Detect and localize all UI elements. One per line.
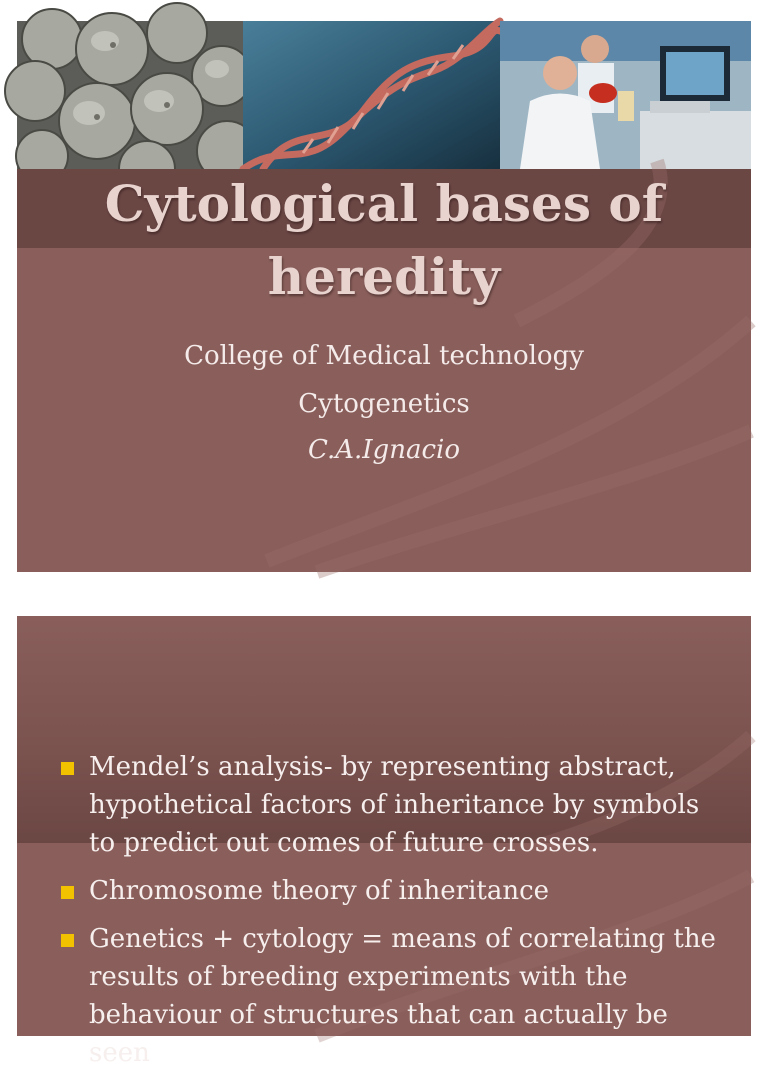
- square-bullet-icon: [61, 886, 74, 899]
- bullet-text: Mendel’s analysis- by representing abstract, hypothetical factors of inheritance by symbols to predict out comes of future crosses.: [89, 752, 700, 858]
- square-bullet-icon: [61, 934, 74, 947]
- author-name: C.A.Ignacio: [308, 435, 460, 465]
- course-name: Cytogenetics: [298, 389, 470, 419]
- slide-title-line2: heredity: [267, 247, 501, 306]
- bullet-text: Chromosome theory of inheritance: [89, 876, 550, 906]
- content-slide: [17, 616, 751, 1068]
- college-name: College of Medical technology: [184, 341, 584, 371]
- title-slide: [17, 21, 751, 572]
- slide-title-line1: Cytological bases of: [104, 174, 664, 233]
- bullet-text: Genetics + cytology = means of correlating the results of breeding experiments with the behaviour of structures that can actually be seen: [89, 924, 716, 1068]
- square-bullet-icon: [61, 762, 74, 775]
- bullet-list: [61, 748, 733, 1082]
- list-item: [61, 872, 733, 910]
- list-item: [61, 920, 733, 1072]
- list-item: [61, 748, 733, 862]
